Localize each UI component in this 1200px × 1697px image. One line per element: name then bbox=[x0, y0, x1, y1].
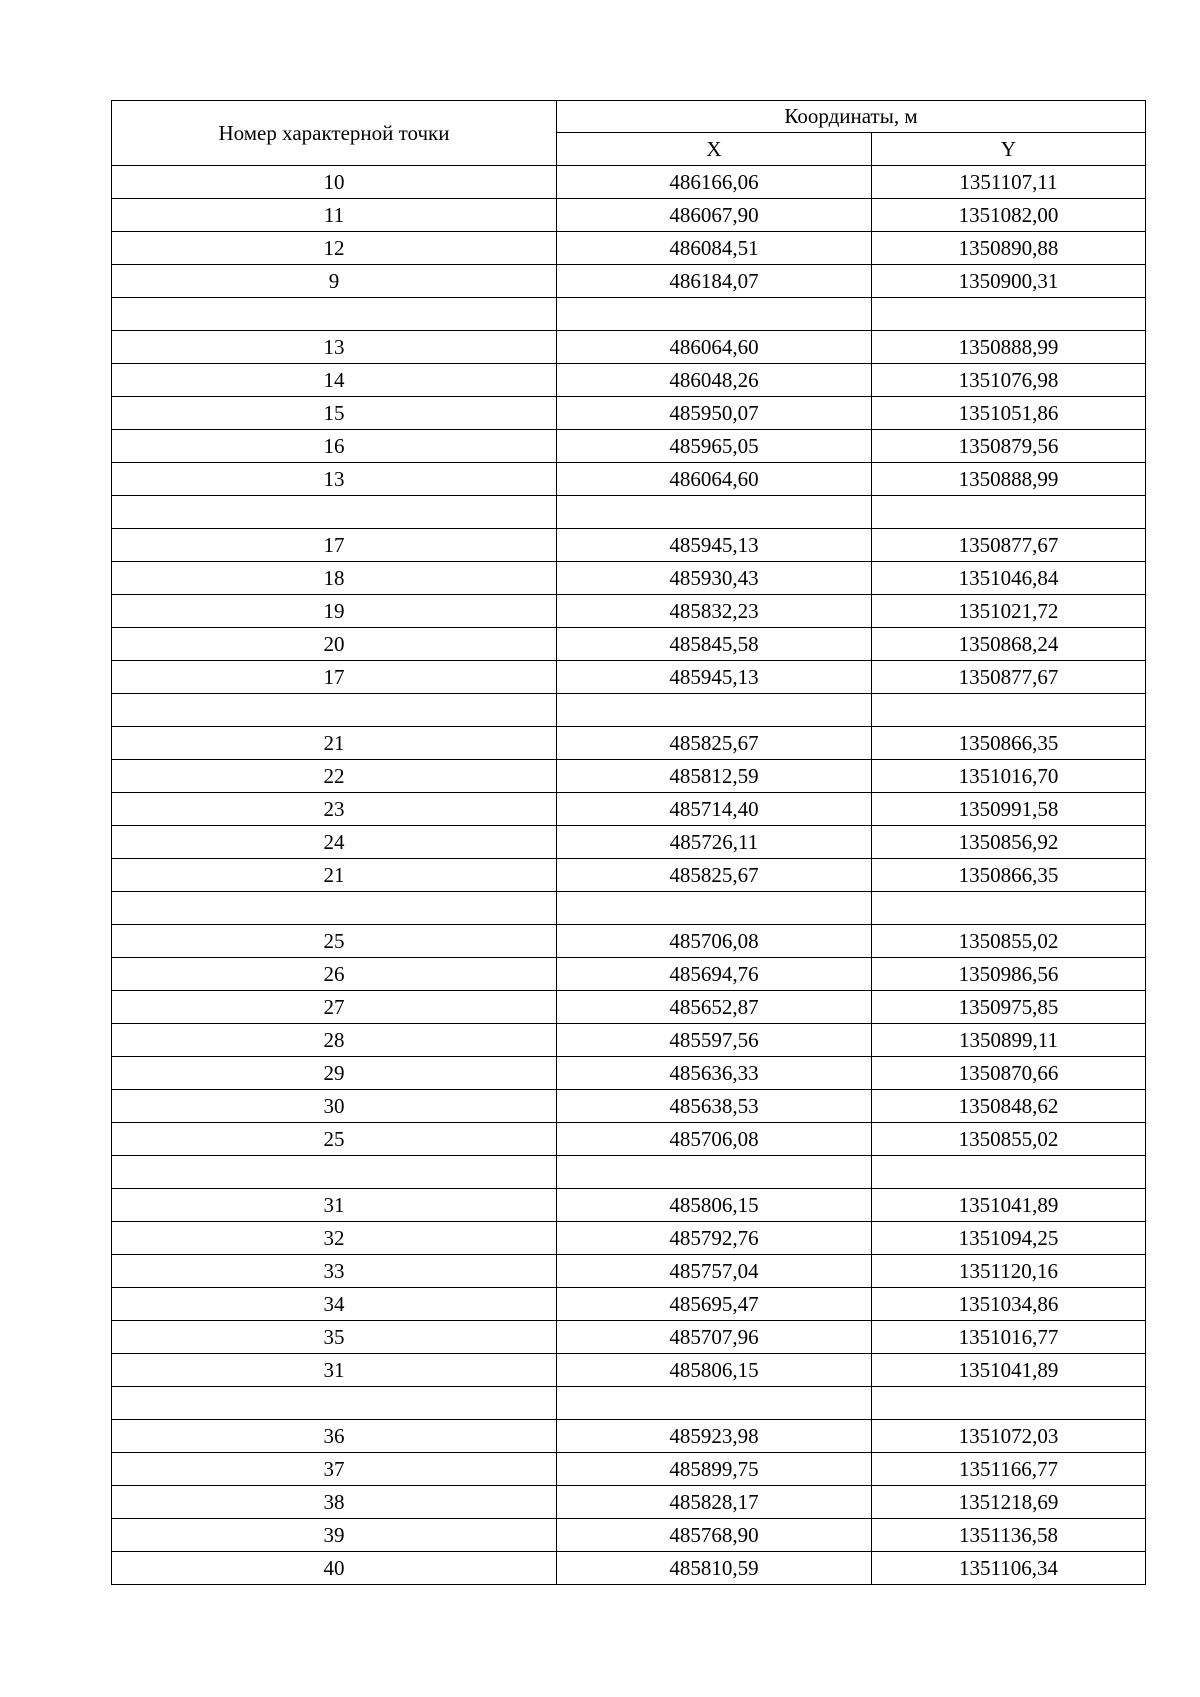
y-coordinate-cell: 1350877,67 bbox=[872, 529, 1146, 562]
point-number-cell: 24 bbox=[112, 826, 557, 859]
header-y: Y bbox=[872, 133, 1146, 166]
point-number-cell: 25 bbox=[112, 925, 557, 958]
table-row bbox=[112, 199, 1146, 232]
point-number-cell: 30 bbox=[112, 1090, 557, 1123]
x-coordinate-cell: 485694,76 bbox=[557, 958, 872, 991]
table-body bbox=[112, 166, 1146, 1585]
y-coordinate-cell: 1350991,58 bbox=[872, 793, 1146, 826]
table-row bbox=[112, 1024, 1146, 1057]
point-number-cell: 31 bbox=[112, 1189, 557, 1222]
x-coordinate-cell: 485706,08 bbox=[557, 925, 872, 958]
y-coordinate-cell: 1351076,98 bbox=[872, 364, 1146, 397]
table-row bbox=[112, 1288, 1146, 1321]
y-coordinate-cell: 1351166,77 bbox=[872, 1453, 1146, 1486]
point-number-cell: 17 bbox=[112, 529, 557, 562]
point-number-cell: 26 bbox=[112, 958, 557, 991]
point-number-cell: 33 bbox=[112, 1255, 557, 1288]
point-number-cell: 13 bbox=[112, 463, 557, 496]
point-number-cell bbox=[112, 1156, 557, 1189]
x-coordinate-cell: 485828,17 bbox=[557, 1486, 872, 1519]
point-number-cell bbox=[112, 892, 557, 925]
point-number-cell bbox=[112, 694, 557, 727]
y-coordinate-cell: 1351082,00 bbox=[872, 199, 1146, 232]
x-coordinate-cell: 486064,60 bbox=[557, 331, 872, 364]
point-number-cell: 34 bbox=[112, 1288, 557, 1321]
x-coordinate-cell: 485965,05 bbox=[557, 430, 872, 463]
x-coordinate-cell: 486184,07 bbox=[557, 265, 872, 298]
header-point-number: Номер характерной точки bbox=[112, 101, 557, 166]
y-coordinate-cell: 1350866,35 bbox=[872, 859, 1146, 892]
point-number-cell: 28 bbox=[112, 1024, 557, 1057]
coordinates-table bbox=[111, 100, 1146, 1585]
x-coordinate-cell: 485792,76 bbox=[557, 1222, 872, 1255]
table-row bbox=[112, 562, 1146, 595]
y-coordinate-cell: 1351021,72 bbox=[872, 595, 1146, 628]
table-row bbox=[112, 892, 1146, 925]
table-row bbox=[112, 958, 1146, 991]
table-row bbox=[112, 1519, 1146, 1552]
point-number-cell: 15 bbox=[112, 397, 557, 430]
point-number-cell: 10 bbox=[112, 166, 557, 199]
y-coordinate-cell: 1350888,99 bbox=[872, 463, 1146, 496]
point-number-cell: 36 bbox=[112, 1420, 557, 1453]
point-number-cell: 19 bbox=[112, 595, 557, 628]
y-coordinate-cell: 1350868,24 bbox=[872, 628, 1146, 661]
y-coordinate-cell: 1351107,11 bbox=[872, 166, 1146, 199]
x-coordinate-cell: 485597,56 bbox=[557, 1024, 872, 1057]
y-coordinate-cell: 1351136,58 bbox=[872, 1519, 1146, 1552]
y-coordinate-cell: 1351218,69 bbox=[872, 1486, 1146, 1519]
x-coordinate-cell: 485825,67 bbox=[557, 727, 872, 760]
x-coordinate-cell: 485726,11 bbox=[557, 826, 872, 859]
x-coordinate-cell: 485825,67 bbox=[557, 859, 872, 892]
point-number-cell: 25 bbox=[112, 1123, 557, 1156]
x-coordinate-cell: 485652,87 bbox=[557, 991, 872, 1024]
table-row bbox=[112, 1090, 1146, 1123]
x-coordinate-cell: 485899,75 bbox=[557, 1453, 872, 1486]
y-coordinate-cell bbox=[872, 496, 1146, 529]
point-number-cell: 11 bbox=[112, 199, 557, 232]
x-coordinate-cell: 485706,08 bbox=[557, 1123, 872, 1156]
point-number-cell: 18 bbox=[112, 562, 557, 595]
y-coordinate-cell: 1351051,86 bbox=[872, 397, 1146, 430]
point-number-cell: 20 bbox=[112, 628, 557, 661]
x-coordinate-cell: 485636,33 bbox=[557, 1057, 872, 1090]
table-row bbox=[112, 1453, 1146, 1486]
point-number-cell: 17 bbox=[112, 661, 557, 694]
table-row bbox=[112, 1057, 1146, 1090]
y-coordinate-cell: 1351016,70 bbox=[872, 760, 1146, 793]
table-row bbox=[112, 496, 1146, 529]
y-coordinate-cell bbox=[872, 892, 1146, 925]
x-coordinate-cell: 485923,98 bbox=[557, 1420, 872, 1453]
point-number-cell: 35 bbox=[112, 1321, 557, 1354]
point-number-cell: 21 bbox=[112, 859, 557, 892]
y-coordinate-cell: 1351016,77 bbox=[872, 1321, 1146, 1354]
x-coordinate-cell: 485845,58 bbox=[557, 628, 872, 661]
table-row bbox=[112, 1420, 1146, 1453]
x-coordinate-cell: 485810,59 bbox=[557, 1552, 872, 1585]
table-row bbox=[112, 826, 1146, 859]
table-row bbox=[112, 595, 1146, 628]
x-coordinate-cell: 485638,53 bbox=[557, 1090, 872, 1123]
table-row bbox=[112, 529, 1146, 562]
y-coordinate-cell: 1350890,88 bbox=[872, 232, 1146, 265]
y-coordinate-cell: 1350870,66 bbox=[872, 1057, 1146, 1090]
table-row bbox=[112, 1156, 1146, 1189]
y-coordinate-cell: 1351072,03 bbox=[872, 1420, 1146, 1453]
x-coordinate-cell: 486166,06 bbox=[557, 166, 872, 199]
point-number-cell bbox=[112, 496, 557, 529]
table-row bbox=[112, 991, 1146, 1024]
table-row bbox=[112, 298, 1146, 331]
table-row bbox=[112, 1387, 1146, 1420]
table-row bbox=[112, 661, 1146, 694]
y-coordinate-cell bbox=[872, 1156, 1146, 1189]
y-coordinate-cell: 1351034,86 bbox=[872, 1288, 1146, 1321]
y-coordinate-cell: 1350848,62 bbox=[872, 1090, 1146, 1123]
table-row bbox=[112, 760, 1146, 793]
x-coordinate-cell: 485757,04 bbox=[557, 1255, 872, 1288]
table-row bbox=[112, 1321, 1146, 1354]
y-coordinate-cell: 1350877,67 bbox=[872, 661, 1146, 694]
point-number-cell bbox=[112, 1387, 557, 1420]
y-coordinate-cell bbox=[872, 1387, 1146, 1420]
x-coordinate-cell: 486067,90 bbox=[557, 199, 872, 232]
x-coordinate-cell: 485695,47 bbox=[557, 1288, 872, 1321]
table-row bbox=[112, 1552, 1146, 1585]
point-number-cell: 27 bbox=[112, 991, 557, 1024]
y-coordinate-cell: 1351041,89 bbox=[872, 1354, 1146, 1387]
point-number-cell: 9 bbox=[112, 265, 557, 298]
point-number-cell: 39 bbox=[112, 1519, 557, 1552]
x-coordinate-cell: 485945,13 bbox=[557, 661, 872, 694]
y-coordinate-cell: 1351094,25 bbox=[872, 1222, 1146, 1255]
x-coordinate-cell: 485930,43 bbox=[557, 562, 872, 595]
table-row bbox=[112, 397, 1146, 430]
point-number-cell: 31 bbox=[112, 1354, 557, 1387]
table-row bbox=[112, 1486, 1146, 1519]
y-coordinate-cell: 1350855,02 bbox=[872, 1123, 1146, 1156]
point-number-cell: 29 bbox=[112, 1057, 557, 1090]
y-coordinate-cell: 1351041,89 bbox=[872, 1189, 1146, 1222]
header-coordinates: Координаты, м bbox=[557, 101, 1146, 133]
x-coordinate-cell: 486064,60 bbox=[557, 463, 872, 496]
table-row bbox=[112, 859, 1146, 892]
x-coordinate-cell bbox=[557, 694, 872, 727]
y-coordinate-cell bbox=[872, 298, 1146, 331]
x-coordinate-cell: 485707,96 bbox=[557, 1321, 872, 1354]
point-number-cell: 32 bbox=[112, 1222, 557, 1255]
table-row bbox=[112, 265, 1146, 298]
table-row bbox=[112, 925, 1146, 958]
table-row bbox=[112, 232, 1146, 265]
table-row bbox=[112, 628, 1146, 661]
point-number-cell: 14 bbox=[112, 364, 557, 397]
table-row bbox=[112, 1354, 1146, 1387]
table-row bbox=[112, 793, 1146, 826]
point-number-cell: 12 bbox=[112, 232, 557, 265]
y-coordinate-cell bbox=[872, 694, 1146, 727]
table-row bbox=[112, 331, 1146, 364]
x-coordinate-cell: 485806,15 bbox=[557, 1354, 872, 1387]
x-coordinate-cell bbox=[557, 496, 872, 529]
y-coordinate-cell: 1350900,31 bbox=[872, 265, 1146, 298]
y-coordinate-cell: 1350856,92 bbox=[872, 826, 1146, 859]
y-coordinate-cell: 1350888,99 bbox=[872, 331, 1146, 364]
point-number-cell: 37 bbox=[112, 1453, 557, 1486]
point-number-cell: 21 bbox=[112, 727, 557, 760]
table-row bbox=[112, 727, 1146, 760]
x-coordinate-cell bbox=[557, 892, 872, 925]
y-coordinate-cell: 1350855,02 bbox=[872, 925, 1146, 958]
table-row bbox=[112, 364, 1146, 397]
point-number-cell: 38 bbox=[112, 1486, 557, 1519]
point-number-cell: 22 bbox=[112, 760, 557, 793]
table-row bbox=[112, 1255, 1146, 1288]
x-coordinate-cell: 485714,40 bbox=[557, 793, 872, 826]
x-coordinate-cell: 485832,23 bbox=[557, 595, 872, 628]
point-number-cell: 13 bbox=[112, 331, 557, 364]
point-number-cell: 23 bbox=[112, 793, 557, 826]
x-coordinate-cell bbox=[557, 1156, 872, 1189]
point-number-cell: 40 bbox=[112, 1552, 557, 1585]
y-coordinate-cell: 1350975,85 bbox=[872, 991, 1146, 1024]
point-number-cell bbox=[112, 298, 557, 331]
x-coordinate-cell bbox=[557, 1387, 872, 1420]
y-coordinate-cell: 1350899,11 bbox=[872, 1024, 1146, 1057]
y-coordinate-cell: 1351046,84 bbox=[872, 562, 1146, 595]
x-coordinate-cell: 485768,90 bbox=[557, 1519, 872, 1552]
x-coordinate-cell: 485950,07 bbox=[557, 397, 872, 430]
x-coordinate-cell: 486048,26 bbox=[557, 364, 872, 397]
header-x: X bbox=[557, 133, 872, 166]
table-row bbox=[112, 1123, 1146, 1156]
table-row bbox=[112, 463, 1146, 496]
y-coordinate-cell: 1350866,35 bbox=[872, 727, 1146, 760]
table-row bbox=[112, 430, 1146, 463]
y-coordinate-cell: 1351120,16 bbox=[872, 1255, 1146, 1288]
y-coordinate-cell: 1351106,34 bbox=[872, 1552, 1146, 1585]
y-coordinate-cell: 1350879,56 bbox=[872, 430, 1146, 463]
point-number-cell: 16 bbox=[112, 430, 557, 463]
table-row bbox=[112, 1189, 1146, 1222]
x-coordinate-cell: 486084,51 bbox=[557, 232, 872, 265]
x-coordinate-cell: 485806,15 bbox=[557, 1189, 872, 1222]
y-coordinate-cell: 1350986,56 bbox=[872, 958, 1146, 991]
x-coordinate-cell bbox=[557, 298, 872, 331]
table-row bbox=[112, 694, 1146, 727]
table-row bbox=[112, 166, 1146, 199]
table-row bbox=[112, 1222, 1146, 1255]
x-coordinate-cell: 485812,59 bbox=[557, 760, 872, 793]
x-coordinate-cell: 485945,13 bbox=[557, 529, 872, 562]
